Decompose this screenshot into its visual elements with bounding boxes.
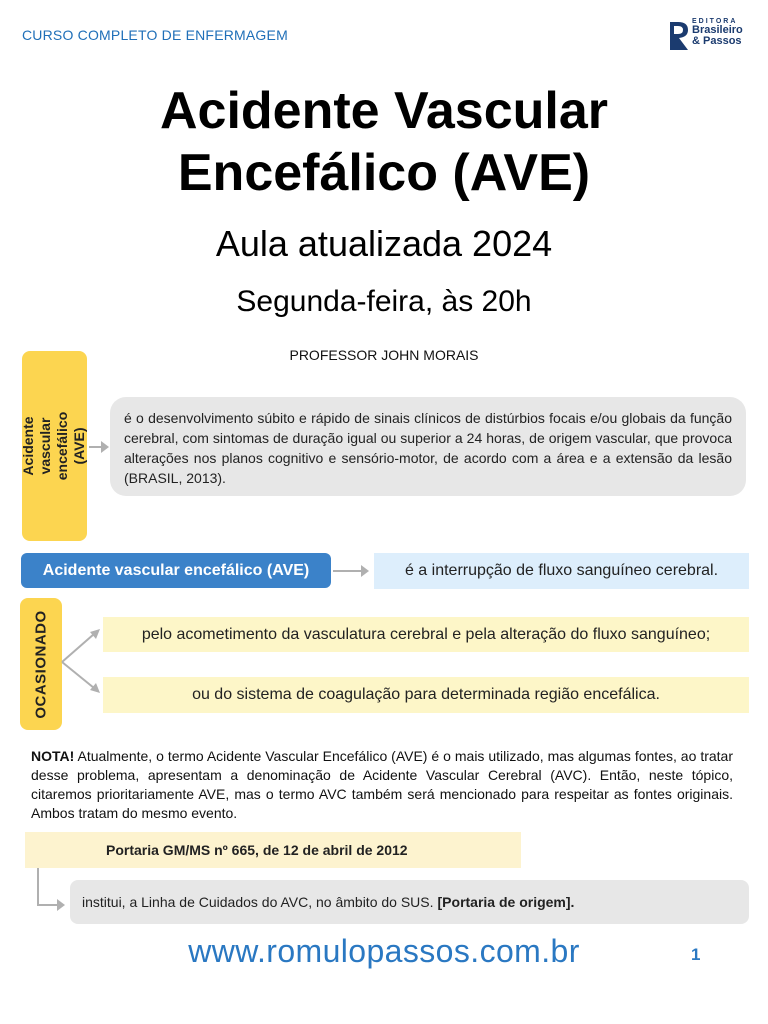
causes-tab xyxy=(20,598,62,730)
page-number: 1 xyxy=(691,945,701,964)
page-subtitle: Aula atualizada 2024 xyxy=(215,223,553,264)
title-line2: Encefálico (AVE) xyxy=(177,144,591,202)
footer-website-link[interactable]: www.romulopassos.com.br xyxy=(188,933,580,969)
portaria-description xyxy=(70,880,749,924)
branch-arrows-icon xyxy=(60,626,104,696)
arrow-right-icon xyxy=(37,904,59,906)
interruption-text: é a interrupção de fluxo sanguíneo cerebral. xyxy=(374,553,749,589)
logo-mark-icon xyxy=(668,20,690,52)
note-text: Atualmente, o termo Acidente Vascular Encefálico (AVE) é o mais utilizado, mas algumas fontes, ao tratar desse problema, apresentam a denominação de Acidente Vascular Cerebral (AVC). Então, neste tópico, citaremos prioritariamente AVE, mas o termo AVC também será mencionado para respeitar as fontes originais. Ambos tratam do mesmo evento. xyxy=(31,748,734,821)
note-paragraph xyxy=(31,747,733,823)
logo-text xyxy=(692,18,743,47)
causes-tab-label: OCASIONADO xyxy=(32,609,50,719)
definition-tab-label: Acidente vascular encefálico (AVE) xyxy=(20,411,88,481)
arrow-right-icon xyxy=(333,570,363,572)
portaria-source: [Portaria de origem]. xyxy=(437,894,575,910)
connector-line xyxy=(37,868,39,906)
logo-line2: Brasileiro xyxy=(692,24,743,36)
logo-line3: & Passos xyxy=(692,35,742,47)
portaria-title: Portaria GM/MS nº 665, de 12 de abril de 2012 xyxy=(25,832,521,868)
interruption-label: Acidente vascular encefálico (AVE) xyxy=(21,553,331,588)
course-name: CURSO COMPLETO DE ENFERMAGEM xyxy=(22,27,288,43)
cause-item: pelo acometimento da vasculatura cerebral e pela alteração do fluxo sanguíneo; xyxy=(103,617,749,652)
page-title xyxy=(0,80,768,204)
cause-item: ou do sistema de coagulação para determinada região encefálica. xyxy=(103,677,749,713)
definition-tab xyxy=(22,351,87,541)
title-line1: Acidente Vascular xyxy=(160,82,608,140)
definition-box: é o desenvolvimento súbito e rápido de sinais clínicos de distúrbios focais e/ou globais da função cerebral, com sintomas de duração igual ou superior a 24 horas, de origem vascular, que provoca alterações nos planos cognitivo e sensório-motor, de acordo com a área e a extensão da lesão (BRASIL, 2013). xyxy=(110,397,746,496)
note-label: NOTA! xyxy=(31,748,75,764)
publisher-logo xyxy=(668,18,748,54)
professor-name: PROFESSOR JOHN MORAIS xyxy=(289,347,479,363)
arrow-right-icon xyxy=(89,446,103,448)
logo-line1: EDITORA xyxy=(692,18,738,25)
portaria-text: institui, a Linha de Cuidados do AVC, no âmbito do SUS. xyxy=(82,894,434,910)
schedule-text: Segunda-feira, às 20h xyxy=(236,285,532,318)
